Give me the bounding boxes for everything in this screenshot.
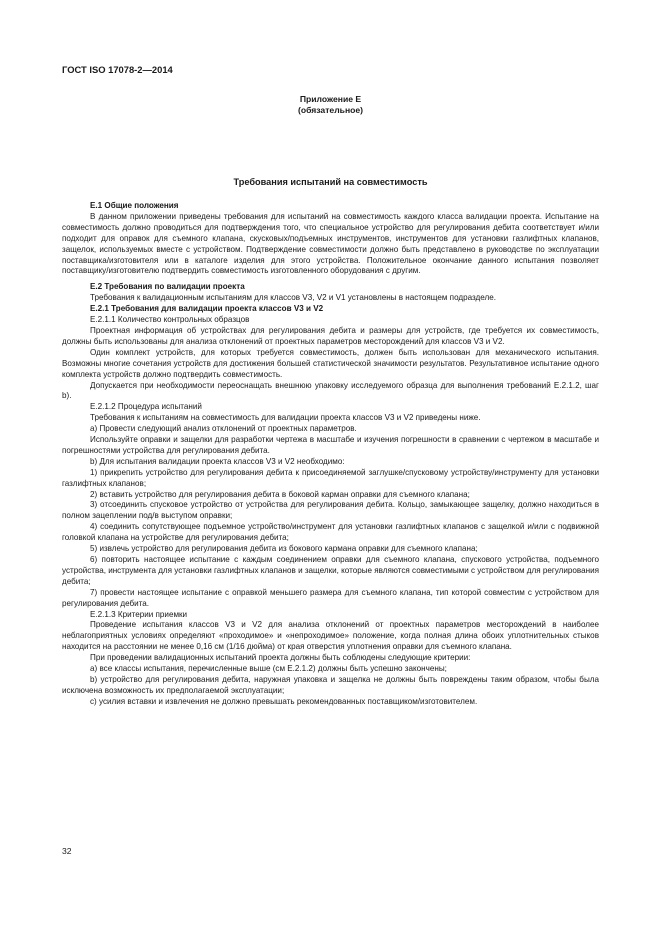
- paragraph: При проведении валидационных испытаний проекта должны быть соблюдены следующие критерии:: [90, 653, 471, 663]
- paragraph: 2) вставить устройство для регулирования дебита в боковой карман оправки для съемного клапана;: [90, 489, 470, 499]
- paragraph: 5) извлечь устройство для регулирования дебита из бокового кармана оправки для съемного клапана;: [90, 544, 478, 554]
- paragraph: 1) прикрепить устройство для регулирования дебита к присоединяемой заглушке/спусковому устройству/инструменту для установки газлифтных клапанов;: [62, 467, 599, 488]
- paragraph: Проведение испытания классов V3 и V2 для анализа отклонений от проектных параметров месторождений в наиболее неблагоприятных условиях определяют «проходимое» и «непроходимое» положение, когда полная длина обоих уплотнительных стыков находится на расстоянии не менее 0,16 см (1/16 дюйма) от края отверстия уплотнения оправки для съемного клапана.: [62, 620, 599, 652]
- paragraph: Один комплект устройств, для которых требуется совместимость, должен быть использован для механического испытания. Возможны многие сочетания устройств для достижения большей статистической значимости результатов. Результативное испытание одного комплекта устройств должно подтвердить совместимость.: [62, 347, 599, 379]
- paragraph: E.2.1.3 Критерии приемки: [90, 609, 188, 619]
- paragraph: E.2.1.1 Количество контрольных образцов: [90, 315, 250, 325]
- paragraph: 3) отсоединить спусковое устройство от устройства для регулирования дебита. Кольцо, замыкающее защелку, должно находиться в полном зацеплении под/в выступом оправки;: [62, 500, 599, 521]
- paragraph: a) все классы испытания, перечисленные выше (см E.2.1.2) должны быть успешно закончены;: [90, 664, 447, 674]
- paragraph: b) Для испытания валидации проекта классов V3 и V2 необходимо:: [90, 456, 345, 466]
- paragraph: 4) соединить сопутствующее подъемное устройство/инструмент для установки газлифтных клапанов с защелкой и/или с подвижной головкой клапана на устройстве для регулирования дебита;: [62, 522, 599, 543]
- paragraph: Требования к испытаниям на совместимость для валидации проекта классов V3 и V2 приведены ниже.: [90, 413, 481, 423]
- page-number: 32: [62, 846, 72, 856]
- section-heading: E.2.1 Требования для валидации проекта классов V3 и V2: [90, 304, 324, 314]
- paragraph: В данном приложении приведены требования для испытаний на совместимость каждого класса валидации проекта. Испытание на совместимость должно проводиться для подтверждения того, что специальное устройство для регулирования дебита соответствует и/или подходит для оправок для съемного клапана, скусковых/подъемных инструментов, инструментов для установки газлифтных клапанов, защелок, используемых вместе с устройством. Подтверждение совместимости должно быть представлено в руководстве по эксплуатации поставщика/изготовителя или в каталоге изделия для этого устройства. Положительное окончание данного испытания позволяет поставщику/изготовителю подтвердить совместимость изготовленного оборудования с другим.: [62, 211, 599, 276]
- paragraph: c) усилия вставки и извлечения не должно превышать рекомендованных поставщиком/изготовителем.: [90, 696, 478, 706]
- paragraph: E.2.1.2 Процедура испытаний: [90, 402, 202, 412]
- paragraph: Допускается при необходимости переоснащать внешнюю упаковку исследуемого образца для выполнения требований E.2.1.2, шаг b).: [62, 380, 599, 401]
- paragraph: a) Провести следующий анализ отклонений от проектных параметров.: [90, 424, 357, 434]
- paragraph: Требования к валидационным испытаниям для классов V3, V2 и V1 установлены в настоящем подразделе.: [90, 293, 496, 303]
- section-heading: E.1 Общие положения: [90, 201, 179, 210]
- section-heading: E.2 Требования по валидации проекта: [90, 282, 245, 292]
- paragraph: Проектная информация об устройствах для регулирования дебита и размеры для устройств, где требуется их совместимость, должны быть использованы для анализа отклонений от проектных параметров месторождений для классов V3 и V2.: [62, 325, 599, 346]
- paragraph: b) устройство для регулирования дебита, наружная упаковка и защелка не должны быть повреждены таким образом, чтобы была исключена возможность их предполагаемой эксплуатации;: [62, 674, 599, 695]
- paragraph: 7) провести настоящее испытание с оправкой меньшего размера для съемного клапана, тип которой совместим с устройством для регулирования дебита.: [62, 587, 599, 608]
- document-header: ГОСТ ISO 17078-2—2014: [62, 64, 173, 75]
- annex-status: (обязательное): [297, 105, 364, 115]
- annex-label: Приложение E: [299, 94, 362, 104]
- annex-title: Требования испытаний на совместимость: [233, 177, 428, 187]
- paragraph: 6) повторить настоящее испытание с каждым соединением оправки для съемного клапана, спускового устройства, подъемного устройства, инструмента для установки газлифтных клапанов и защелки, которые являются совместимыми с устройством для регулирования дебита;: [62, 555, 600, 586]
- paragraph: Используйте оправки и защелки для разработки чертежа в масштабе и изучения погрешности в сравнении с чертежом в масштабе и погрешностями устройства для регулирования дебита.: [62, 435, 599, 455]
- document-body: [62, 201, 599, 708]
